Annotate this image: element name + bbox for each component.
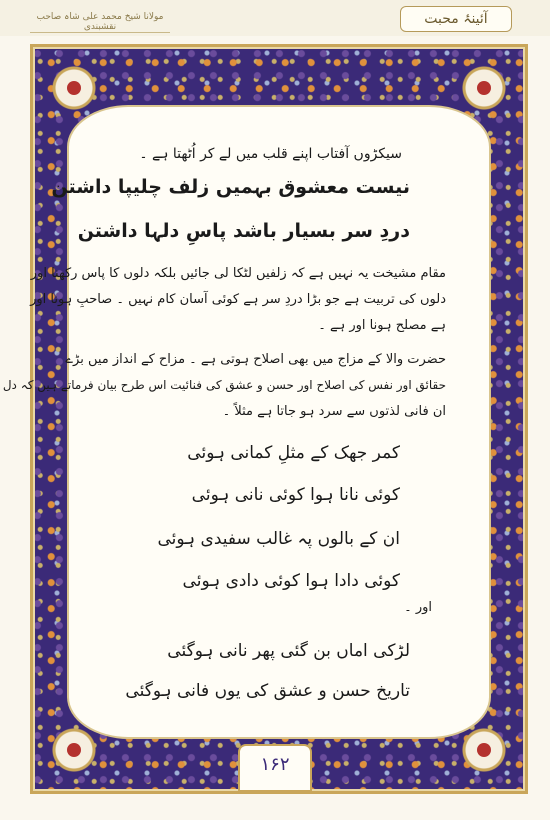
- poem-line: کمر جھک کے مثلِ کمانی ہوئی: [187, 443, 400, 463]
- couplet-line: نیست معشوق بہمیں زلف چلیپا داشتن: [51, 176, 410, 198]
- header-caption: مولانا شیخ محمد علی شاہ صاحب نقشبندی: [30, 12, 170, 33]
- poem-line: کوئی دادا ہوا کوئی دادی ہوئی: [182, 571, 400, 591]
- connector-text: اور ۔: [404, 600, 432, 615]
- paragraph-line: ان فانی لذتوں سے سرد ہو جاتا ہے مثلاً ۔: [222, 404, 446, 419]
- page-number-plate: [238, 744, 312, 792]
- poem-line: تاریخ حسن و عشق کی یوں فانی ہوگئی: [125, 681, 410, 701]
- book-title: آئینۂ محبت: [400, 6, 512, 32]
- page-header: [0, 0, 550, 36]
- poem-line: کوئی نانا ہوا کوئی نانی ہوئی: [191, 485, 400, 505]
- paragraph-line: مقام مشیخت یہ نہیں ہے کہ زلفیں لٹکا لی جائیں بلکہ دلوں کا پاس رکھنا اور: [30, 266, 446, 281]
- paragraph-line: دلوں کی تربیت ہے جو بڑا دردِ سر ہے کوئی آسان کام نہیں ۔ صاحبِ ہونا اور: [30, 292, 446, 307]
- page-number: ۱۶۲: [260, 754, 290, 775]
- poem-line: ان کے بالوں پہ غالب سفیدی ہوئی: [157, 529, 400, 549]
- paragraph-line: ہے مصلح ہونا اور ہے ۔: [318, 318, 446, 333]
- couplet-line: دردِ سر بسیار باشد پاسِ دلہا داشتن: [77, 220, 410, 242]
- paragraph-line: حقائق اور نفس کی اصلاح اور حسن و عشق کی فنائیت اس طرح بیان فرماتے ہیں کہ دل: [2, 378, 446, 392]
- poem-line: لڑکی اماں بن گئی پھر نانی ہوگئی: [167, 641, 410, 661]
- intro-line: سیکڑوں آفتاب اپنے قلب میں لے کر اُٹھتا ہے ۔: [139, 146, 402, 162]
- paragraph-line: حضرت والا کے مزاج میں بھی اصلاح ہوتی ہے ۔ مزاح کے انداز میں بڑے: [65, 352, 446, 367]
